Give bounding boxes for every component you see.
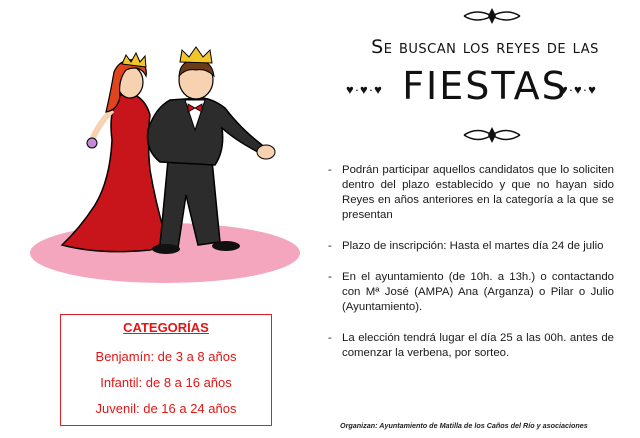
organizers-footer: Organizan: Ayuntamiento de Matilla de los Caños del Río y asociaciones	[340, 421, 588, 430]
wrist-flower	[87, 138, 97, 148]
info-list	[328, 163, 614, 361]
hearts-left-decoration: ♥·♥·♥	[346, 82, 383, 97]
info-item-contact: - En el ayuntamiento (de 10h. a 13h.) o contactando con Mª José (AMPA) Ana (Arganza) o Pilar o Julio (Ayuntamiento).	[328, 270, 614, 315]
king-queen-couple-illustration	[0, 0, 320, 300]
category-juvenil: Juvenil: de 16 a 24 años	[95, 401, 237, 416]
king-crown	[180, 47, 212, 63]
hearts-right-decoration: ♥·♥·♥	[560, 82, 597, 97]
king-hand	[257, 145, 275, 159]
categories-box	[60, 314, 272, 426]
title-line-2: FIESTAS	[402, 64, 568, 108]
title-line-1: Se buscan los reyes de las	[371, 36, 599, 58]
king-jacket	[148, 98, 263, 165]
info-item-election: - La elección tendrá lugar el día 25 a las 00h. antes de comenzar la verbena, por sorteo.	[328, 331, 614, 361]
queen-dress	[62, 94, 165, 252]
flourish-ornament-icon	[460, 124, 524, 146]
info-item-eligibility: - Podrán participar aquellos candidatos que lo soliciten dentro del plazo establecido y que no hayan sido Reyes en años anteriores en la categoría a la que se presentan	[328, 163, 614, 223]
category-infantil: Infantil: de 8 a 16 años	[100, 375, 232, 390]
category-benjamin: Benjamín: de 3 a 8 años	[95, 349, 237, 364]
flourish-ornament-icon	[462, 4, 522, 28]
categories-title: CATEGORÍAS	[123, 320, 209, 335]
info-item-deadline: - Plazo de inscripción: Hasta el martes día 24 de julio	[328, 239, 614, 254]
queen-crown	[122, 53, 146, 67]
